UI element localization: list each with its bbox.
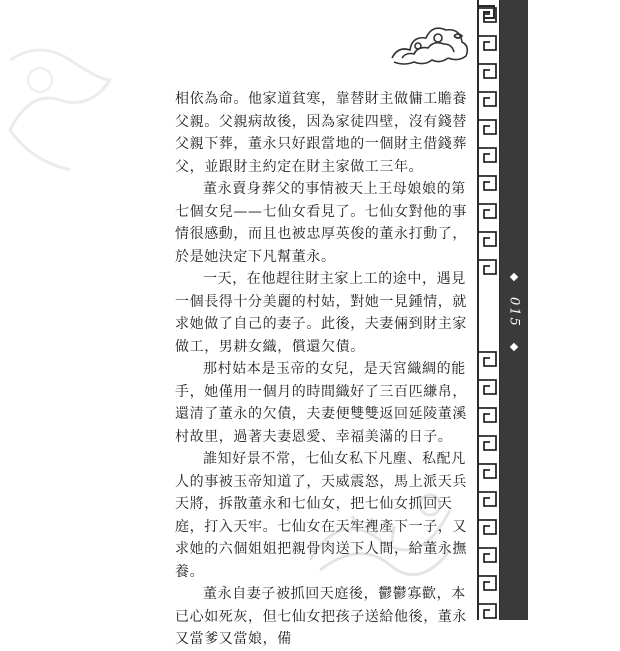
page-number-box: [502, 272, 526, 352]
paragraph-2: 董永賣身葬父的事情被天上王母娘娘的第七個女兒——七仙女看見了。七仙女對他的事情很感動，而且也被忠厚英俊的董永打動了，於是她決定下凡幫董永。: [175, 181, 467, 265]
paragraph-5: 誰知好景不常，七仙女私下凡塵、私配凡人的事被玉帝知道了，天威震怒，馬上派天兵天將，拆散董永和七仙女，把七仙女抓回天庭，打入天牢。七仙女在天牢裡產下一子，又求她的六個姐姐把親骨肉送下人間，給董永撫養。: [175, 451, 467, 580]
page-number: 015: [506, 296, 522, 328]
paragraph-1: 相依為命。他家道貧寒，靠替財主做傭工贍養父親。父親病故後，因為家徒四壁，沒有錢替父親下葬，董永只好跟當地的一個財主借錢葬父，並跟財主約定在財主家做工三年。: [175, 91, 467, 175]
paragraph-3: 一天，在他趕往財主家上工的途中，遇見一個長得十分美麗的村姑，對她一見鍾情，就求她做了自己的妻子。此後，夫妻倆到財主家做工，男耕女織，償還欠債。: [175, 271, 467, 355]
body-text: [175, 88, 470, 651]
paragraph-6: 董永自妻子被抓回天庭後，鬱鬱寡歡，本已心如死灰，但七仙女把孩子送給他後，董永又當爹又當娘，備: [175, 586, 467, 647]
paragraph-4: 那村姑本是玉帝的女兒，是天宮織綢的能手，她僅用一個月的時間織好了三百匹縑帛，還清了董永的欠債，夫妻便雙雙返回延陵董溪村故里，過著夫妻恩愛、幸福美滿的日子。: [175, 361, 467, 445]
cloud-ornament-icon: [388, 16, 470, 68]
background-watermark-icon: [0, 40, 120, 180]
